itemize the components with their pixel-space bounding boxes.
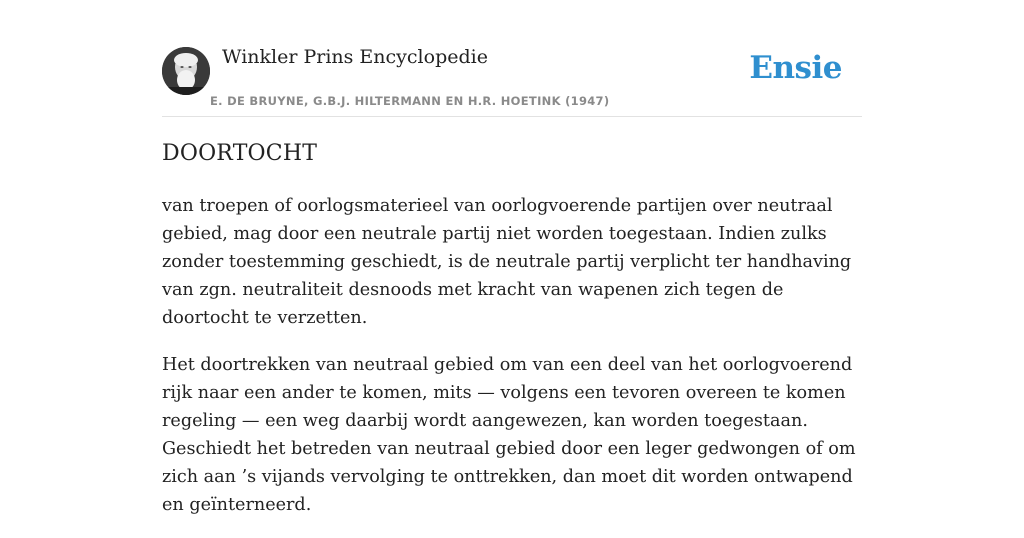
entry-paragraph: van troepen of oorlogsmaterieel van oorlogvoerende partijen over neutraal gebied, mag door een neutrale partij niet worden toegestaan. Indien zulks zonder toestemming geschiedt, is de neutrale partij verplicht ter handhaving van zgn. neutraliteit desnoods met kracht van wapenen zich tegen de doortocht te verzetten. bbox=[162, 196, 852, 328]
entry-authors: E. DE BRUYNE, G.B.J. HILTERMANN EN H.R. HOETINK (1947) bbox=[210, 94, 610, 108]
portrait-photo-icon bbox=[162, 47, 210, 95]
entry-title: DOORTOCHT bbox=[162, 141, 318, 166]
entry-body bbox=[162, 192, 862, 538]
entry-paragraph: Het doortrekken van neutraal gebied om van een deel van het oorlogvoerend rijk naar een ander te komen, mits — volgens een tevoren overeen te komen regeling — een weg daarbij wordt aangewezen, kan worden toegestaan. Geschiedt het betreden van neutraal gebied door een leger gedwongen of om zich aan ’s vijands vervolging te onttrekken, dan moet dit worden ontwapend en geïnterneerd. bbox=[162, 355, 856, 515]
header bbox=[162, 0, 862, 117]
author-avatar[interactable] bbox=[162, 47, 210, 95]
brand-logo[interactable]: Ensie bbox=[749, 50, 842, 86]
page bbox=[162, 0, 862, 515]
site-title[interactable]: Winkler Prins Encyclopedie bbox=[222, 46, 488, 68]
